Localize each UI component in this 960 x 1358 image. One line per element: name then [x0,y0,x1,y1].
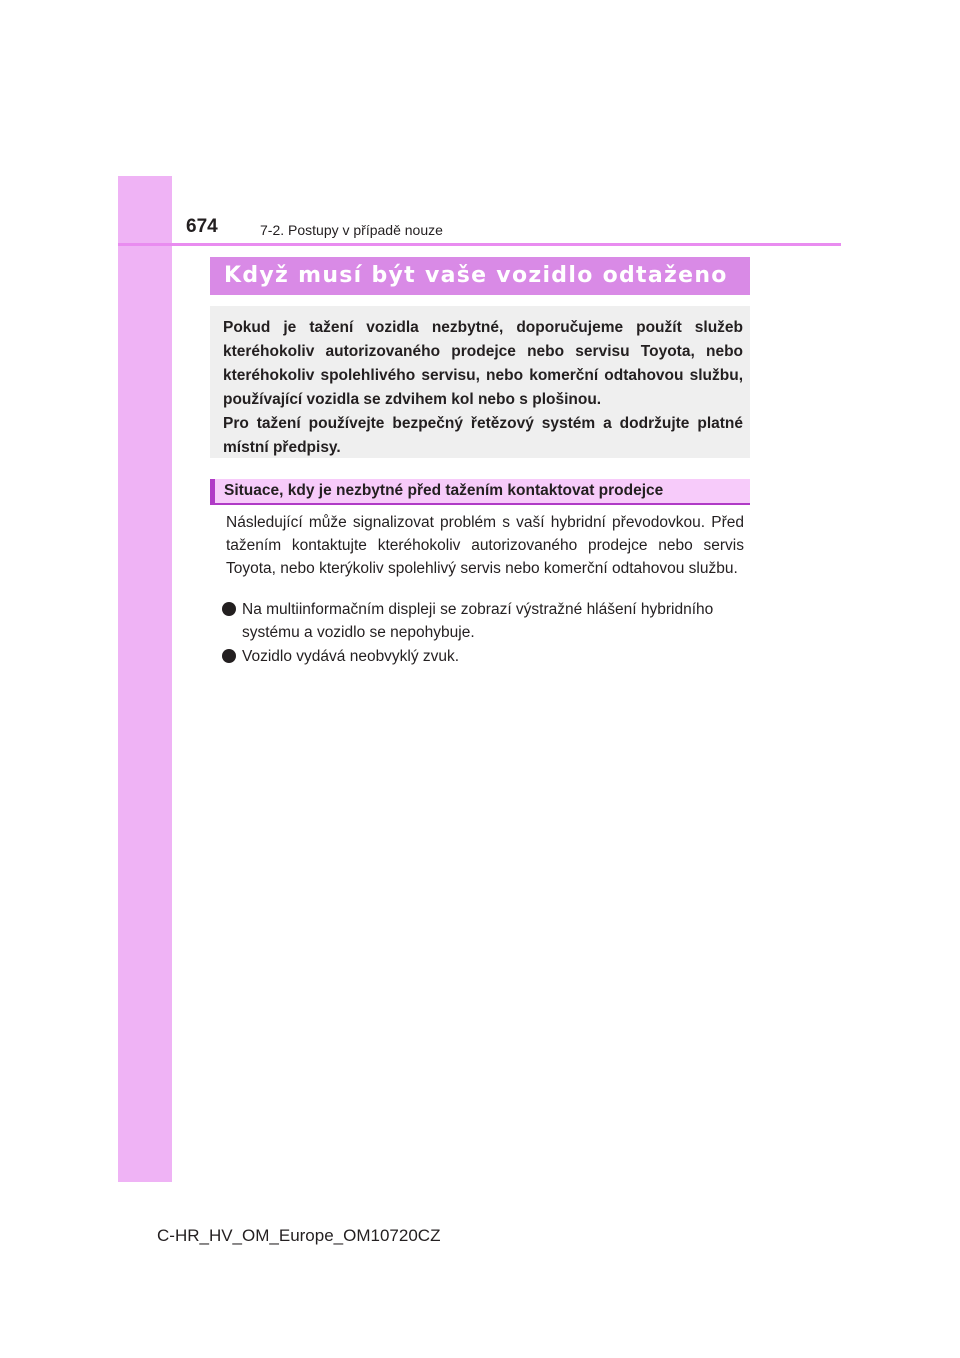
document-footer-id: C-HR_HV_OM_Europe_OM10720CZ [157,1226,441,1245]
side-tab-bar [118,176,172,1182]
bullet-icon [222,602,236,616]
intro-paragraph-2: Pro tažení používejte bezpečný řetězový systém a dodržujte platné místní předpisy. [223,415,743,456]
page-number: 674 [186,216,218,237]
header-divider [118,243,841,246]
section-breadcrumb: 7-2. Postupy v případě nouze [260,222,443,238]
subsection-heading: Situace, kdy je nezbytné před tažením kontaktovat prodejce [224,482,664,499]
bullet-icon [222,649,236,663]
subsection-body: Následující může signalizovat problém s vaší hybridní převodovkou. Před tažením kontaktujte kteréhokoliv autorizovaného prodejce nebo servis Toyota, nebo kterýkoliv spolehlivý servis nebo komerční odtahovou službu. [226,514,744,577]
intro-paragraph-1: Pokud je tažení vozidla nezbytné, doporučujeme použít služeb kteréhokoliv autorizovaného prodejce nebo servisu Toyota, nebo kteréhokoliv spolehlivého servisu, nebo komerční odtahovou službu, používající vozidla se zdvihem kol nebo s plošinou. [223,319,743,408]
intro-text [223,316,743,460]
list-item-text: Na multiinformačním displeji se zobrazí výstražné hlášení hybridního systému a vozidlo se nepohybuje. [242,601,714,641]
subsection-accent [210,479,215,503]
list-item-text: Vozidlo vydává neobvyklý zvuk. [242,648,460,665]
intro-box [210,306,750,458]
page-title: Když musí být vaše vozidlo odtaženo [224,263,728,288]
subsection-heading-bar [210,479,750,505]
page-title-bar [210,257,750,295]
